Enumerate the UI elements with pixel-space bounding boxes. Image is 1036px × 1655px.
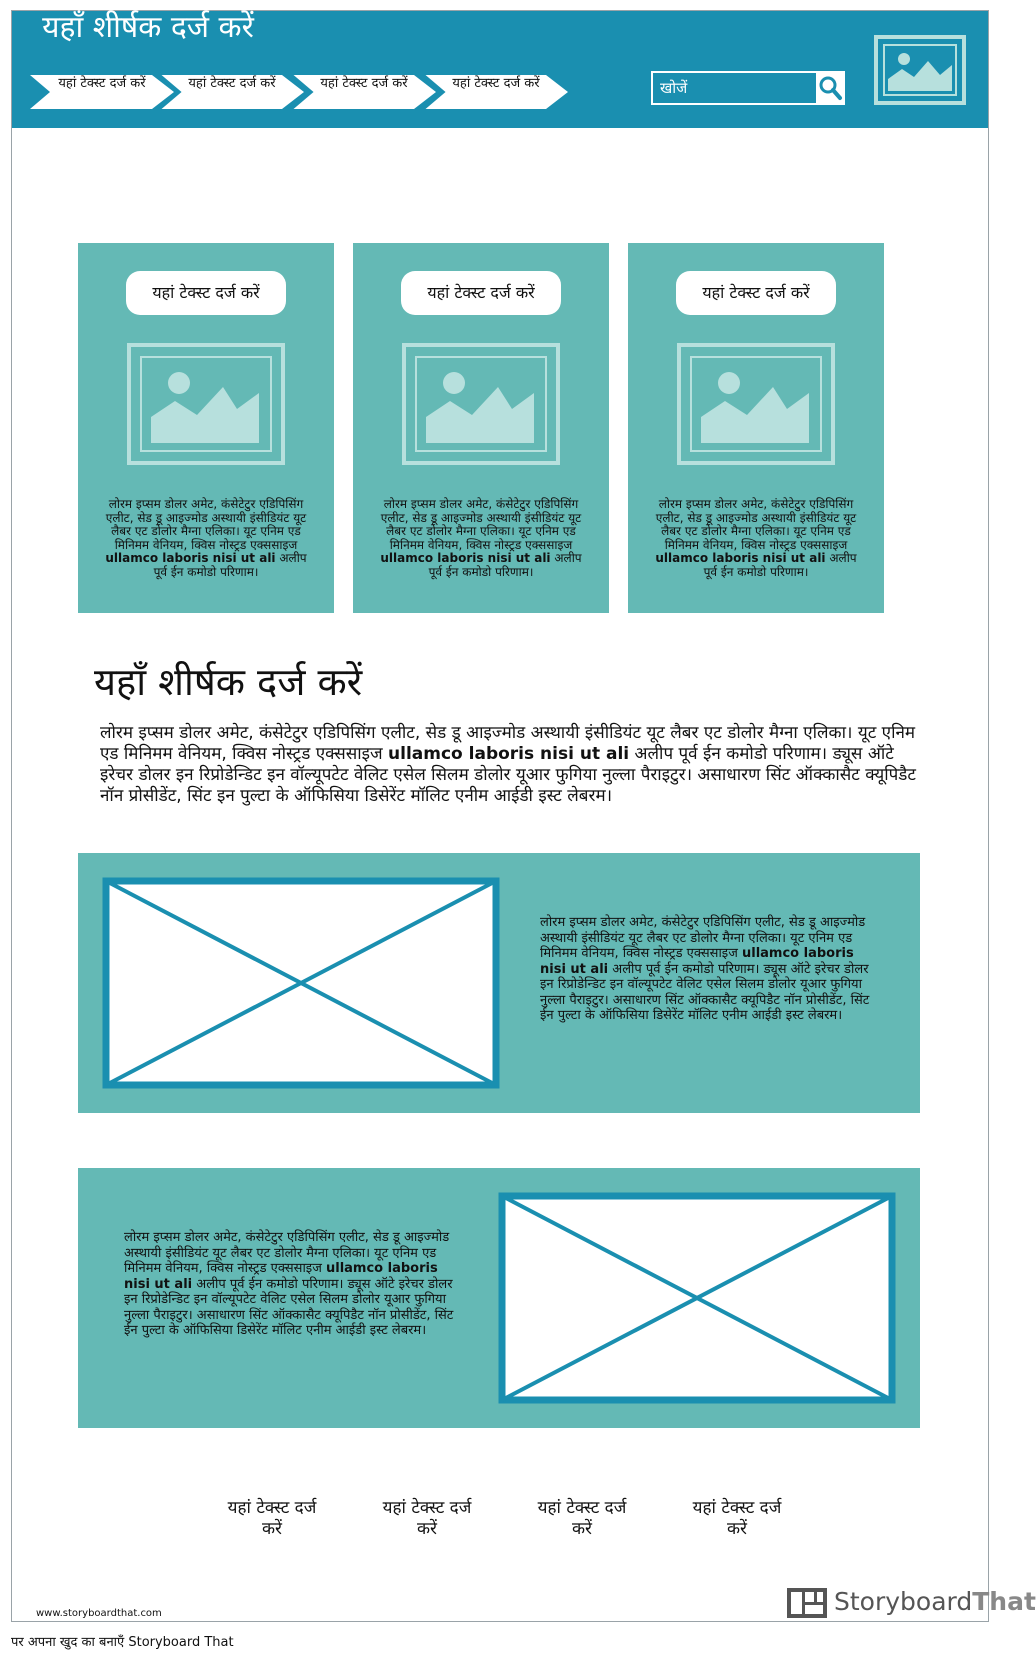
page-frame [11, 10, 1036, 1622]
search-box [651, 71, 845, 105]
card-text-bold: ullamco laboris nisi ut ali [655, 551, 826, 566]
band-text-part: अलीप पूर्व ईन कमोडो परिणाम। ड्यूस ऑटे इरेचर डोलर इन रिप्रोडेन्डिट इन वॉल्यूपटेट वेलिट एसेल सिलम डोलोर यूआर फुगिया नुल्ला पैराइटुर। असाधारण सिंट ऑक्कासैट क्यूपिडैट नॉन प्रोसीडेंट, सिंट ईन पुल्टा के ऑफिसिया डिसेरेंट मॉलिट एनीम आईडी इस्ट लेबरम। [124, 1276, 454, 1338]
card-text [377, 498, 585, 580]
search-input[interactable] [656, 76, 810, 100]
site-title: यहाँ शीर्षक दर्ज करें [42, 10, 254, 45]
footer-link[interactable]: यहां टेक्स्ट दर्ज करें [382, 1498, 472, 1539]
band-text-bold: ullamco laboris nisi ut ali [124, 1261, 438, 1292]
section-title: यहाँ शीर्षक दर्ज करें [94, 660, 363, 704]
feature-card [628, 243, 884, 613]
card-text [102, 498, 310, 580]
card-label[interactable]: यहां टेक्स्ट दर्ज करें [126, 271, 286, 315]
brand-name-part: That [972, 1587, 1036, 1616]
brand-name [834, 1586, 1036, 1618]
storyboardthat-logo-icon [786, 1587, 828, 1619]
footer-link[interactable]: यहां टेक्स्ट दर्ज करें [227, 1498, 317, 1539]
card-text-part: अलीप पूर्व ईन कमोडो परिणाम। [703, 551, 857, 579]
card-text [652, 498, 860, 580]
image-icon [402, 343, 560, 465]
search-button[interactable] [814, 73, 844, 103]
band-text [124, 1230, 454, 1339]
nav-item-label: यहां टेक्स्ट दर्ज करें [320, 76, 408, 91]
content-band [78, 853, 920, 1113]
card-text-part: लोरम इप्सम डोलर अमेट, कंसेटेटुर एडिपिसिंग एलीट, सेड डू आइज्मोड अस्थायी इंसीडियंट यूट लैबर एट डोलोर मैग्ना एलिका। यूट एनिम एड मिनिमम वेनियम, क्विस नोस्ट्रड एक्ससाइज [105, 497, 307, 552]
nav-item-label: यहां टेक्स्ट दर्ज करें [452, 76, 540, 91]
brand-name-part: Storyboard [834, 1587, 973, 1616]
feature-card [78, 243, 334, 613]
nav-item-2[interactable] [160, 75, 304, 109]
nav-item-label: यहां टेक्स्ट दर्ज करें [58, 76, 146, 91]
band-text-part: अलीप पूर्व ईन कमोडो परिणाम। ड्यूस ऑटे इरेचर डोलर इन रिप्रोडेन्डिट इन वॉल्यूपटेट वेलिट एसेल सिलम डोलोर यूआर फुगिया नुल्ला पैराइटुर। असाधारण सिंट ऑक्कासैट क्यूपिडैट नॉन प्रोसीडेंट, सिंट ईन पुल्टा के ऑफिसिया डिसेरेंट मॉलिट एनीम आईडी इस्ट लेबरम। [540, 961, 870, 1023]
footer-link[interactable]: यहां टेक्स्ट दर्ज करें [692, 1498, 782, 1539]
card-text-part: लोरम इप्सम डोलर अमेट, कंसेटेटुर एडिपिसिंग एलीट, सेड डू आइज्मोड अस्थायी इंसीडियंट यूट लैबर एट डोलोर मैग्ना एलिका। यूट एनिम एड मिनिमम वेनियम, क्विस नोस्ट्रड एक्ससाइज [655, 497, 857, 552]
card-label[interactable]: यहां टेक्स्ट दर्ज करें [676, 271, 836, 315]
search-icon [816, 73, 844, 103]
placeholder-cross-icon[interactable] [498, 1192, 896, 1404]
header [12, 11, 988, 128]
image-icon [127, 343, 285, 465]
brand-logo[interactable] [786, 1586, 1036, 1620]
band-text-part: लोरम इप्सम डोलर अमेट, कंसेटेटुर एडिपिसिंग एलीट, सेड डू आइज्मोड अस्थायी इंसीडियंट यूट लैबर एट डोलोर मैग्ना एलिका। यूट एनिम एड मिनिमम वेनियम, क्विस नोस्ट्रड एक्ससाइज [540, 915, 866, 961]
band-text [540, 915, 870, 1024]
content-band [78, 1168, 920, 1428]
band-text-part: लोरम इप्सम डोलर अमेट, कंसेटेटुर एडिपिसिंग एलीट, सेड डू आइज्मोड अस्थायी इंसीडियंट यूट लैबर एट डोलोर मैग्ना एलिका। यूट एनिम एड मिनिमम वेनियम, क्विस नोस्ट्रड एक्ससाइज [124, 1230, 450, 1276]
footer-link[interactable]: यहां टेक्स्ट दर्ज करें [537, 1498, 627, 1539]
card-label[interactable]: यहां टेक्स्ट दर्ज करें [401, 271, 561, 315]
card-text-bold: ullamco laboris nisi ut ali [105, 551, 276, 566]
band-text-bold: ullamco laboris nisi ut ali [540, 946, 854, 977]
section-body-part: लोरम इप्सम डोलर अमेट, कंसेटेटुर एडिपिसिंग एलीट, सेड डू आइज्मोड अस्थायी इंसीडियंट यूट लैबर एट डोलोर मैग्ना एलिका। यूट एनिम एड मिनिमम वेनियम, क्विस नोस्ट्रड एक्ससाइज [100, 723, 916, 764]
card-text-part: अलीप पूर्व ईन कमोडो परिणाम। [428, 551, 582, 579]
card-text-part: अलीप पूर्व ईन कमोडो परिणाम। [153, 551, 307, 579]
feature-card [353, 243, 609, 613]
image-icon [677, 343, 835, 465]
section-body-bold: ullamco laboris nisi ut ali [388, 744, 630, 764]
section-body-part: अलीप पूर्व ईन कमोडो परिणाम। ड्यूस ऑटे इरेचर डोलर इन रिप्रोडेन्डिट इन वॉल्यूपटेट वेलिट एसेल सिलम डोलोर यूआर फुगिया नुल्ला पैराइटुर। असाधारण सिंट ऑक्कासैट क्यूपिडैट नॉन प्रोसीडेंट, सिंट इन पुल्टा के ऑफिसिया डिसेरेंट मॉलिट एनीम आईडी इस्ट लेबरम। [100, 744, 916, 806]
image-icon [874, 35, 966, 105]
site-url[interactable]: www.storyboardthat.com [36, 1608, 162, 1619]
page-caption: पर अपना खुद का बनाएँ Storyboard That [11, 1635, 234, 1650]
nav-item-3[interactable] [292, 75, 436, 109]
nav-item-4[interactable] [424, 75, 568, 109]
card-text-part: लोरम इप्सम डोलर अमेट, कंसेटेटुर एडिपिसिंग एलीट, सेड डू आइज्मोड अस्थायी इंसीडियंट यूट लैबर एट डोलोर मैग्ना एलिका। यूट एनिम एड मिनिमम वेनियम, क्विस नोस्ट्रड एक्ससाइज [380, 497, 582, 552]
card-text-bold: ullamco laboris nisi ut ali [380, 551, 551, 566]
section-body [100, 723, 930, 807]
nav-item-1[interactable] [30, 75, 174, 109]
placeholder-cross-icon[interactable] [102, 877, 500, 1089]
nav-item-label: यहां टेक्स्ट दर्ज करें [188, 76, 276, 91]
